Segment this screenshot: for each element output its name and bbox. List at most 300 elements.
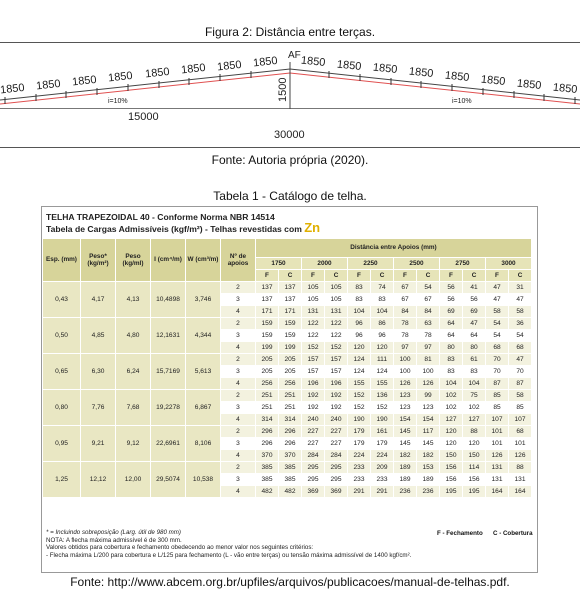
load-cell: 284: [302, 450, 325, 462]
apoios-cell: 3: [221, 474, 256, 486]
load-cell: 152: [325, 342, 348, 354]
spec-peso-star: 6,30: [81, 354, 116, 390]
load-cell: 117: [417, 426, 440, 438]
load-cell: 83: [440, 354, 463, 366]
load-cell: 105: [302, 282, 325, 294]
load-cell: 47: [486, 282, 509, 294]
load-cell: 58: [509, 390, 532, 402]
spec-i: 10,4898: [151, 282, 186, 318]
header-span: 3000: [486, 258, 532, 270]
apoios-cell: 2: [221, 318, 256, 330]
load-cell: 54: [486, 330, 509, 342]
load-cell: 83: [440, 366, 463, 378]
load-cell: 101: [486, 426, 509, 438]
apoios-cell: 3: [221, 438, 256, 450]
load-cell: 295: [325, 474, 348, 486]
load-cell: 164: [486, 486, 509, 498]
load-cell: 284: [325, 450, 348, 462]
load-cell: 159: [256, 318, 279, 330]
spacing-label: 1850: [107, 69, 134, 85]
load-cell: 171: [279, 306, 302, 318]
load-cell: 189: [417, 474, 440, 486]
load-cell: 123: [417, 402, 440, 414]
load-cell: 224: [371, 450, 394, 462]
load-cell: 192: [325, 402, 348, 414]
zn-label: Zn: [304, 219, 321, 235]
load-cell: 155: [348, 378, 371, 390]
load-cell: 87: [509, 378, 532, 390]
load-cell: 80: [440, 342, 463, 354]
load-cell: 120: [463, 438, 486, 450]
header-f: F: [394, 270, 417, 282]
load-cell: 122: [302, 330, 325, 342]
load-cell: 70: [486, 366, 509, 378]
note-line: NOTA: A flecha máxima admissível é de 300 mm.: [46, 536, 182, 544]
load-cell: 153: [417, 462, 440, 474]
load-cell: 36: [509, 318, 532, 330]
load-cell: 124: [348, 366, 371, 378]
load-cell: 104: [371, 306, 394, 318]
load-cell: 233: [348, 462, 371, 474]
load-cell: 41: [463, 282, 486, 294]
header-c: C: [417, 270, 440, 282]
load-cell: 70: [486, 354, 509, 366]
spacing-label: 1850: [180, 61, 207, 77]
spacing-label: 1850: [300, 54, 326, 70]
spec-w: 3,746: [186, 282, 221, 318]
load-cell: 192: [302, 390, 325, 402]
load-cell: 156: [463, 474, 486, 486]
load-cell: 179: [371, 438, 394, 450]
load-cell: 156: [440, 462, 463, 474]
apoios-cell: 3: [221, 366, 256, 378]
table-row: [43, 390, 532, 402]
spec-i: 12,1631: [151, 318, 186, 354]
load-cell: 314: [256, 414, 279, 426]
load-cell: 227: [302, 426, 325, 438]
spec-esp: 1,25: [43, 462, 81, 498]
height-label: 1500: [277, 77, 289, 102]
load-cell: 124: [371, 366, 394, 378]
load-cell: 70: [509, 366, 532, 378]
spec-w: 5,613: [186, 354, 221, 390]
spacing-label: 1850: [552, 81, 578, 97]
load-cell: 159: [279, 318, 302, 330]
figure-caption: Figura 2: Distância entre terças.: [204, 25, 376, 39]
load-cell: 74: [371, 282, 394, 294]
load-cell: 87: [486, 378, 509, 390]
load-cell: 137: [279, 294, 302, 306]
load-cell: 209: [371, 462, 394, 474]
load-cell: 56: [463, 294, 486, 306]
apoios-cell: 2: [221, 390, 256, 402]
load-cell: 189: [394, 474, 417, 486]
spacing-label: 1850: [252, 54, 279, 70]
load-cell: 61: [463, 354, 486, 366]
load-cell: 205: [256, 354, 279, 366]
spec-peso-star: 4,17: [81, 282, 116, 318]
load-cell: 296: [256, 426, 279, 438]
load-cell: 296: [279, 426, 302, 438]
load-cell: 385: [279, 462, 302, 474]
header-c: C: [463, 270, 486, 282]
load-cell: 159: [279, 330, 302, 342]
header-f: F: [348, 270, 371, 282]
load-cell: 295: [325, 462, 348, 474]
load-cell: 291: [348, 486, 371, 498]
load-cell: 124: [348, 354, 371, 366]
load-cell: 199: [279, 342, 302, 354]
load-cell: 84: [394, 306, 417, 318]
load-cell: 251: [279, 402, 302, 414]
note-line: Valores obtidos para cobertura e fechamento obedecendo ao menor valor nos seguintes critérios:: [46, 544, 314, 552]
load-cell: 69: [440, 306, 463, 318]
load-cell: 150: [440, 450, 463, 462]
load-cell: 85: [486, 402, 509, 414]
load-cell: 199: [256, 342, 279, 354]
header-i: I (cm⁴/m): [151, 239, 186, 282]
load-cell: 58: [486, 306, 509, 318]
load-cell: 251: [256, 390, 279, 402]
load-cell: 156: [440, 474, 463, 486]
header-f: F: [256, 270, 279, 282]
load-cell: 154: [417, 414, 440, 426]
spacing-label: 1850: [516, 77, 542, 93]
header-apoios: Nº de apoios: [221, 239, 256, 282]
spec-w: 8,106: [186, 426, 221, 462]
load-cell: 104: [440, 378, 463, 390]
load-cell: 227: [302, 438, 325, 450]
catalog-title: [46, 212, 320, 234]
spec-peso: 4,13: [116, 282, 151, 318]
load-cell: 136: [371, 390, 394, 402]
load-cell: 137: [256, 294, 279, 306]
load-cell: 152: [348, 390, 371, 402]
spacing-label: 1850: [336, 58, 362, 74]
load-cell: 131: [486, 462, 509, 474]
load-cell: 233: [348, 474, 371, 486]
load-cell: 105: [302, 294, 325, 306]
load-cell: 84: [417, 306, 440, 318]
roof-truss-drawing: [0, 42, 580, 150]
load-cell: 369: [302, 486, 325, 498]
spec-esp: 0,95: [43, 426, 81, 462]
spec-esp: 0,50: [43, 318, 81, 354]
apoios-cell: 4: [221, 450, 256, 462]
load-cell: 126: [417, 378, 440, 390]
load-cell: 179: [348, 426, 371, 438]
apoios-cell: 3: [221, 402, 256, 414]
load-cell: 47: [509, 294, 532, 306]
header-span: 2500: [394, 258, 440, 270]
header-distance: Distância entre Apoios (mm): [256, 239, 532, 258]
header-span: 2250: [348, 258, 394, 270]
load-cell: 482: [256, 486, 279, 498]
load-cell: 64: [440, 318, 463, 330]
spacing-label: 1850: [144, 65, 171, 81]
header-c: C: [509, 270, 532, 282]
apoios-cell: 2: [221, 282, 256, 294]
half-span-label: 15000: [128, 111, 159, 123]
load-cell: 157: [302, 366, 325, 378]
load-cell: 68: [509, 426, 532, 438]
catalog-title-c: - Conforme Norma NBR 14514: [149, 212, 275, 222]
table-source: Fonte: http://www.abcem.org.br/upfiles/arquivos/publicacoes/manual-de-telhas.pdf.: [70, 575, 510, 589]
ridge-label: AF: [288, 50, 301, 61]
load-cell: 122: [325, 318, 348, 330]
load-cell: 295: [302, 462, 325, 474]
header-span: 1750: [256, 258, 302, 270]
load-cell: 104: [463, 378, 486, 390]
spacing-label: 1850: [0, 81, 26, 97]
header-span: 2750: [440, 258, 486, 270]
apoios-cell: 4: [221, 486, 256, 498]
spec-peso-star: 7,76: [81, 390, 116, 426]
load-cell: 369: [325, 486, 348, 498]
load-cell: 107: [509, 414, 532, 426]
load-cell: 164: [509, 486, 532, 498]
load-cell: 83: [348, 282, 371, 294]
load-cell: 131: [486, 474, 509, 486]
load-cell: 370: [279, 450, 302, 462]
load-cell: 155: [371, 378, 394, 390]
spec-i: 19,2278: [151, 390, 186, 426]
load-cell: 150: [463, 450, 486, 462]
load-cell: 482: [279, 486, 302, 498]
legend-fechamento: F - Fechamento: [437, 530, 483, 537]
load-cell: 83: [463, 366, 486, 378]
load-cell: 47: [486, 294, 509, 306]
apoios-cell: 3: [221, 330, 256, 342]
load-table: [42, 238, 532, 498]
load-cell: 75: [463, 390, 486, 402]
load-cell: 131: [509, 474, 532, 486]
load-cell: 111: [371, 354, 394, 366]
load-cell: 78: [394, 318, 417, 330]
apoios-cell: 4: [221, 306, 256, 318]
load-cell: 88: [509, 462, 532, 474]
load-cell: 256: [256, 378, 279, 390]
load-cell: 64: [440, 330, 463, 342]
spacing-label: 1850: [408, 65, 434, 81]
load-cell: 385: [256, 474, 279, 486]
table-row: [43, 354, 532, 366]
load-cell: 47: [463, 318, 486, 330]
load-cell: 161: [371, 426, 394, 438]
spacing-label: 1850: [35, 77, 62, 93]
load-cell: 56: [440, 282, 463, 294]
apoios-cell: 4: [221, 414, 256, 426]
load-cell: 126: [486, 450, 509, 462]
apoios-cell: 3: [221, 294, 256, 306]
load-cell: 240: [325, 414, 348, 426]
load-cell: 67: [394, 282, 417, 294]
spec-peso-star: 4,85: [81, 318, 116, 354]
note-line: * = Incluindo sobreposição (Larg. útil de 980 mm): [46, 529, 181, 536]
load-cell: 58: [509, 306, 532, 318]
spec-esp: 0,65: [43, 354, 81, 390]
header-span: 2000: [302, 258, 348, 270]
load-cell: 157: [325, 366, 348, 378]
load-cell: 192: [302, 402, 325, 414]
load-cell: 107: [486, 414, 509, 426]
load-cell: 251: [279, 390, 302, 402]
load-cell: 196: [325, 378, 348, 390]
load-cell: 78: [394, 330, 417, 342]
load-cell: 96: [348, 318, 371, 330]
slope-label-left: i=10%: [108, 98, 128, 105]
load-cell: 370: [256, 450, 279, 462]
load-cell: 137: [279, 282, 302, 294]
load-cell: 85: [509, 402, 532, 414]
load-cell: 120: [371, 342, 394, 354]
load-cell: 256: [279, 378, 302, 390]
load-cell: 126: [509, 450, 532, 462]
table-row: [43, 318, 532, 330]
load-cell: 157: [325, 354, 348, 366]
spec-peso: 6,24: [116, 354, 151, 390]
load-cell: 189: [394, 462, 417, 474]
table-notes: [46, 529, 411, 559]
load-cell: 97: [417, 342, 440, 354]
load-cell: 123: [394, 390, 417, 402]
load-cell: 296: [279, 438, 302, 450]
load-cell: 196: [302, 378, 325, 390]
spacing-label: 1850: [444, 69, 470, 85]
load-cell: 195: [463, 486, 486, 498]
load-cell: 83: [348, 294, 371, 306]
header-peso: Peso (kg/ml): [116, 239, 151, 282]
spec-peso: 4,80: [116, 318, 151, 354]
load-cell: 67: [417, 294, 440, 306]
spec-w: 10,538: [186, 462, 221, 498]
header-f: F: [486, 270, 509, 282]
load-cell: 233: [371, 474, 394, 486]
load-cell: 104: [348, 306, 371, 318]
load-cell: 205: [279, 354, 302, 366]
load-cell: 126: [394, 378, 417, 390]
load-cell: 152: [371, 402, 394, 414]
load-cell: 100: [394, 354, 417, 366]
spec-w: 6,867: [186, 390, 221, 426]
load-cell: 102: [463, 402, 486, 414]
load-cell: 100: [394, 366, 417, 378]
load-cell: 192: [325, 390, 348, 402]
table-caption: Tabela 1 - Catálogo de telha.: [213, 189, 367, 203]
load-cell: 145: [394, 426, 417, 438]
load-cell: 131: [325, 306, 348, 318]
load-cell: 85: [486, 390, 509, 402]
load-cell: 152: [302, 342, 325, 354]
load-cell: 179: [348, 438, 371, 450]
load-cell: 114: [463, 462, 486, 474]
load-cell: 131: [302, 306, 325, 318]
spec-peso: 7,68: [116, 390, 151, 426]
header-peso-star: Peso* (kg/m²): [81, 239, 116, 282]
spacing-label: 1850: [480, 73, 506, 89]
load-cell: 205: [256, 366, 279, 378]
load-cell: 127: [440, 414, 463, 426]
load-cell: 227: [325, 438, 348, 450]
load-cell: 69: [463, 306, 486, 318]
load-cell: 64: [463, 330, 486, 342]
spec-i: 29,5074: [151, 462, 186, 498]
load-cell: 105: [325, 282, 348, 294]
load-cell: 120: [440, 438, 463, 450]
load-cell: 205: [279, 366, 302, 378]
load-cell: 120: [440, 426, 463, 438]
spec-peso-star: 9,21: [81, 426, 116, 462]
apoios-cell: 2: [221, 426, 256, 438]
load-cell: 145: [394, 438, 417, 450]
load-cell: 56: [440, 294, 463, 306]
load-cell: 227: [325, 426, 348, 438]
header-w: W (cm³/m): [186, 239, 221, 282]
spacing-label: 1850: [71, 73, 98, 89]
load-cell: 97: [394, 342, 417, 354]
load-cell: 105: [325, 294, 348, 306]
spec-esp: 0,80: [43, 390, 81, 426]
table-row: [43, 462, 532, 474]
load-cell: 102: [440, 390, 463, 402]
load-cell: 96: [371, 330, 394, 342]
spec-peso-star: 12,12: [81, 462, 116, 498]
load-cell: 182: [417, 450, 440, 462]
header-c: C: [325, 270, 348, 282]
load-cell: 99: [417, 390, 440, 402]
load-cell: 190: [371, 414, 394, 426]
spec-i: 15,7169: [151, 354, 186, 390]
catalog-title-b: 40: [140, 212, 150, 222]
figure-source: Fonte: Autoria própria (2020).: [211, 153, 369, 167]
load-cell: 86: [371, 318, 394, 330]
total-span-label: 30000: [274, 129, 305, 141]
catalog-title-a: TELHA TRAPEZOIDAL: [46, 212, 138, 222]
load-cell: 81: [417, 354, 440, 366]
apoios-cell: 2: [221, 354, 256, 366]
load-cell: 145: [417, 438, 440, 450]
load-cell: 295: [302, 474, 325, 486]
slope-label-right: i=10%: [452, 98, 472, 105]
load-cell: 251: [256, 402, 279, 414]
spec-peso: 12,00: [116, 462, 151, 498]
spacing-label: 1850: [372, 61, 398, 77]
header-f: F: [302, 270, 325, 282]
spacing-label: 1850: [216, 58, 243, 74]
load-cell: 83: [371, 294, 394, 306]
load-cell: 78: [417, 330, 440, 342]
load-cell: 224: [348, 450, 371, 462]
header-c: C: [371, 270, 394, 282]
load-cell: 159: [256, 330, 279, 342]
apoios-cell: 4: [221, 342, 256, 354]
load-cell: 54: [417, 282, 440, 294]
load-cell: 182: [394, 450, 417, 462]
load-cell: 102: [440, 402, 463, 414]
spec-peso: 9,12: [116, 426, 151, 462]
load-cell: 137: [256, 282, 279, 294]
header-f: F: [440, 270, 463, 282]
load-cell: 123: [394, 402, 417, 414]
load-cell: 100: [417, 366, 440, 378]
load-cell: 54: [486, 318, 509, 330]
load-cell: 122: [325, 330, 348, 342]
load-cell: 127: [463, 414, 486, 426]
load-cell: 120: [348, 342, 371, 354]
load-cell: 240: [302, 414, 325, 426]
load-cell: 67: [394, 294, 417, 306]
load-cell: 68: [486, 342, 509, 354]
